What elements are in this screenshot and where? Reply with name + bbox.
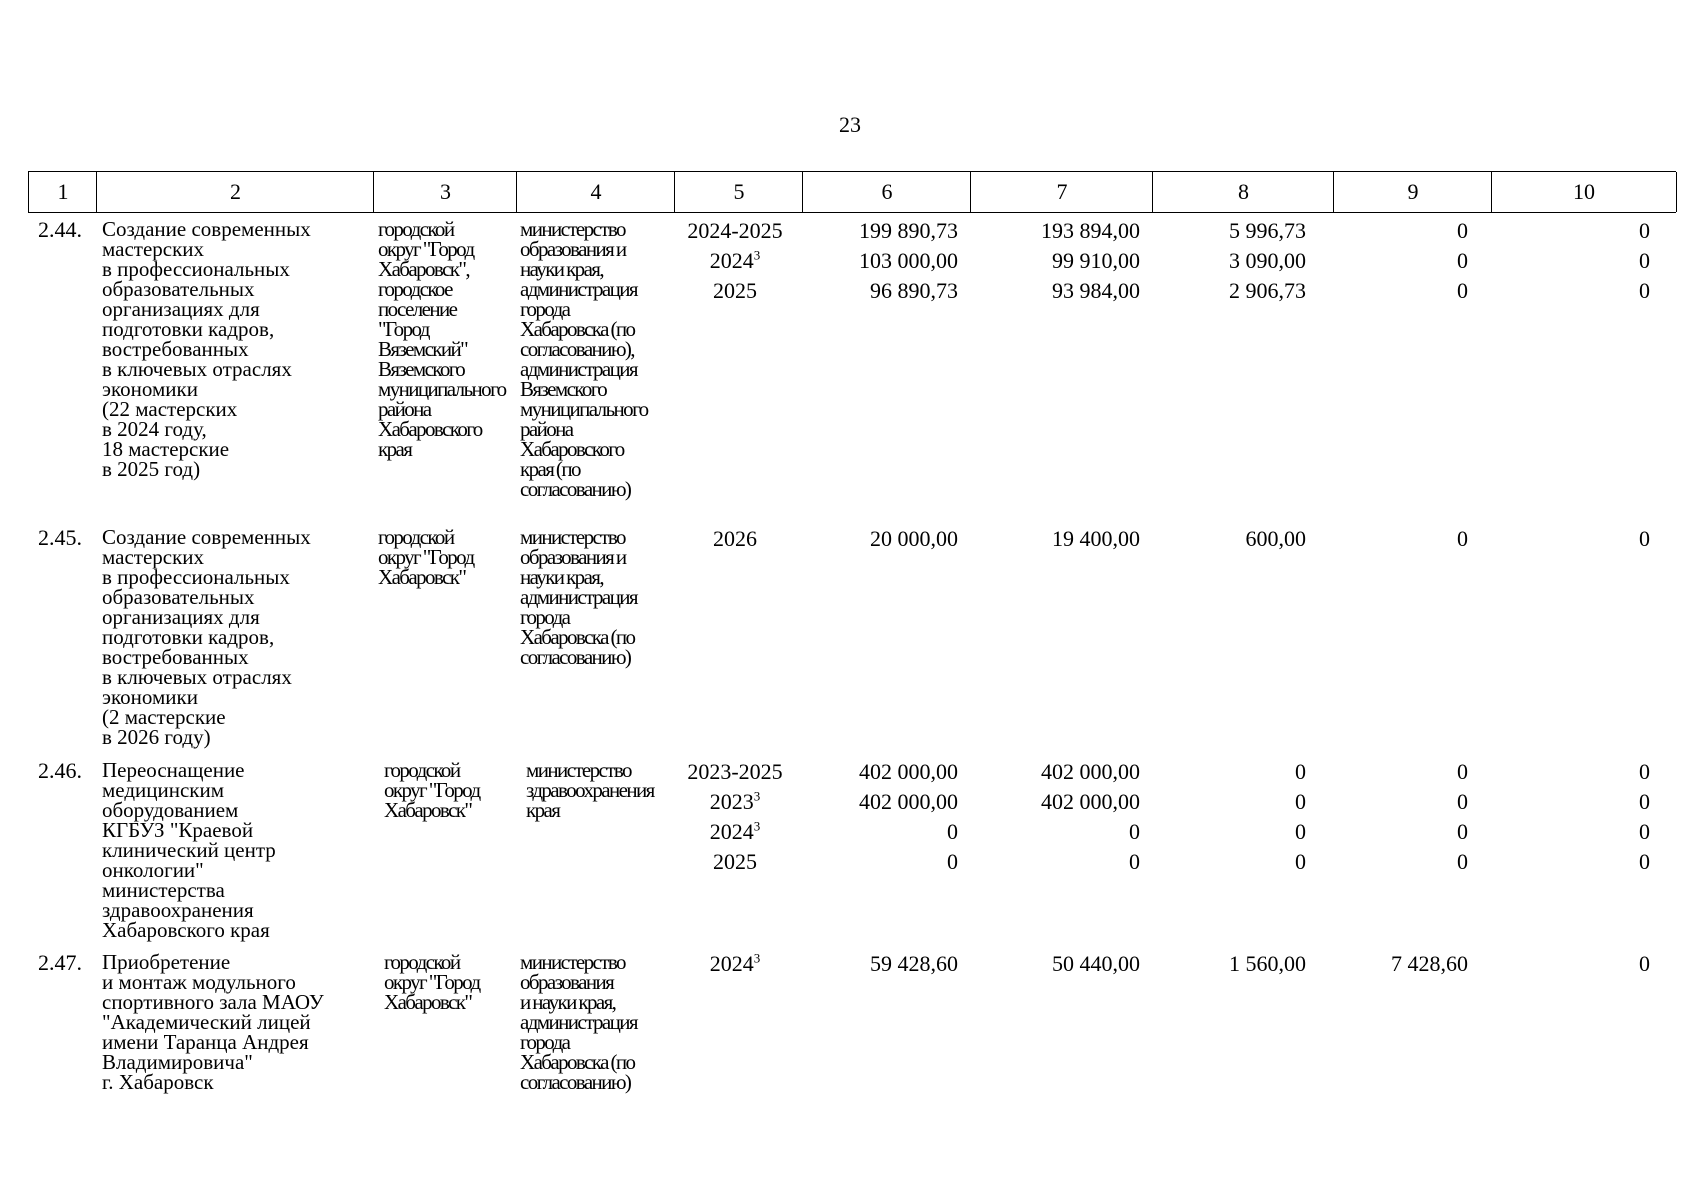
row-responsible: министерство образования и науки края, администрация города Хабаровска (по согласованию), администрация Вяземского муниципального района Хабаровского края (по согласованию) [520,217,648,501]
amount-value: 0 [947,819,958,844]
column-10-values [1500,760,1650,880]
column-header-9: 9 [1333,172,1492,212]
amount-value: 402 000,00 [1041,789,1140,814]
column-header-6: 6 [802,172,971,212]
column-9-values [1320,952,1468,982]
amount-value: 0 [1457,759,1468,784]
year-value: 2026 [713,526,757,551]
year-value: 2024-2025 [687,218,783,243]
amount-value: 199 890,73 [859,218,958,243]
row-executor: городской округ "Город Хабаровск" [384,758,480,822]
year-value: 2023-2025 [687,759,783,784]
amount-value: 0 [1129,849,1140,874]
amount-value: 0 [1457,218,1468,243]
amount-value: 0 [947,849,958,874]
row-description: Создание современных мастерских в профессиональных образовательных организациях для подготовки кадров, востребованных в ключевых отраслях экономики (22 мастерских в 2024 году, 18 мастерские в 2025 год) [102,217,311,481]
column-header-5: 5 [674,172,803,212]
table-header-row [28,171,1676,213]
row-description: Создание современных мастерских в профессиональных образовательных организациях для подготовки кадров, востребованных в ключевых отраслях экономики (2 мастерские в 2026 году) [102,525,311,749]
amount-value: 3 090,00 [1229,248,1306,273]
page-number: 23 [839,112,861,137]
amount-value: 0 [1295,789,1306,814]
amount-value: 0 [1457,849,1468,874]
year-value: 2025 [713,849,757,874]
column-10-values [1500,952,1650,982]
amount-value: 7 428,60 [1391,951,1468,976]
row-years [680,952,790,982]
amount-value: 0 [1457,526,1468,551]
amount-value: 0 [1639,849,1650,874]
amount-value: 0 [1129,819,1140,844]
footnote-marker: 3 [753,950,761,966]
column-header-7: 7 [970,172,1153,212]
row-description: Переоснащение медицинским оборудованием КГБУЗ "Краевой клинический центр онкологии" министерства здравоохранения Хабаровского края [102,758,276,942]
amount-value: 600,00 [1245,526,1306,551]
amount-value: 0 [1295,759,1306,784]
column-header-8: 8 [1152,172,1334,212]
column-header-10: 10 [1491,172,1677,212]
row-years [680,219,790,309]
column-7-values [970,219,1140,309]
column-8-values [1150,527,1306,557]
column-8-values [1150,952,1306,982]
column-header-4: 4 [516,172,675,212]
amount-value: 0 [1457,248,1468,273]
amount-value: 0 [1295,849,1306,874]
amount-value: 0 [1639,278,1650,303]
amount-value: 2 906,73 [1229,278,1306,303]
row-number: 2.47. [38,950,82,975]
column-header-1: 1 [28,172,97,212]
row-executor: городской округ "Город Хабаровск" [378,525,474,589]
column-6-values [800,527,958,557]
row-responsible: министерство образования и науки края, администрация города Хабаровска (по согласованию) [520,525,637,669]
amount-value: 19 400,00 [1052,526,1140,551]
column-7-values [970,760,1140,880]
amount-value: 0 [1295,819,1306,844]
amount-value: 402 000,00 [859,759,958,784]
amount-value: 0 [1639,951,1650,976]
amount-value: 0 [1457,278,1468,303]
column-10-values [1500,527,1650,557]
row-years [680,527,790,557]
amount-value: 402 000,00 [1041,759,1140,784]
column-8-values [1150,219,1306,309]
row-years [680,760,790,880]
year-value: 2025 [713,278,757,303]
amount-value: 0 [1639,218,1650,243]
amount-value: 402 000,00 [859,789,958,814]
row-description: Приобретение и монтаж модульного спортивного зала МАОУ "Академический лицей имени Таранца Андрея Владимировича" г. Хабаровск [102,950,324,1094]
column-header-3: 3 [373,172,517,212]
amount-value: 96 890,73 [870,278,958,303]
amount-value: 0 [1639,819,1650,844]
row-responsible: министерство образования и науки края, администрация города Хабаровска (по согласованию) [520,950,637,1094]
amount-value: 59 428,60 [870,951,958,976]
amount-value: 20 000,00 [870,526,958,551]
amount-value: 0 [1639,759,1650,784]
amount-value: 0 [1639,248,1650,273]
amount-value: 193 894,00 [1041,218,1140,243]
footnote-marker: 3 [753,247,761,263]
amount-value: 99 910,00 [1052,248,1140,273]
row-number: 2.45. [38,525,82,550]
amount-value: 103 000,00 [859,248,958,273]
column-9-values [1320,219,1468,309]
amount-value: 0 [1639,526,1650,551]
footnote-marker: 3 [753,788,761,804]
column-6-values [800,952,958,982]
row-responsible: министерство здравоохранения края [526,758,654,822]
amount-value: 5 996,73 [1229,218,1306,243]
year-value: 2024 [709,819,754,844]
row-number: 2.44. [38,217,82,242]
year-value: 2024 [709,248,754,273]
row-executor: городской округ "Город Хабаровск" [384,950,480,1014]
column-10-values [1500,219,1650,309]
year-value: 2023 [709,789,754,814]
column-6-values [800,219,958,309]
column-9-values [1320,527,1468,557]
column-header-2: 2 [96,172,374,212]
amount-value: 0 [1457,819,1468,844]
footnote-marker: 3 [753,818,761,834]
amount-value: 1 560,00 [1229,951,1306,976]
row-executor: городской округ "Город Хабаровск", городское поселение "Город Вяземский" Вяземского муниципального района Хабаровского края [378,217,506,461]
column-7-values [970,527,1140,557]
amount-value: 93 984,00 [1052,278,1140,303]
column-8-values [1150,760,1306,880]
amount-value: 0 [1639,789,1650,814]
column-6-values [800,760,958,880]
row-number: 2.46. [38,758,82,783]
amount-value: 50 440,00 [1052,951,1140,976]
amount-value: 0 [1457,789,1468,814]
column-9-values [1320,760,1468,880]
year-value: 2024 [709,951,754,976]
column-7-values [970,952,1140,982]
